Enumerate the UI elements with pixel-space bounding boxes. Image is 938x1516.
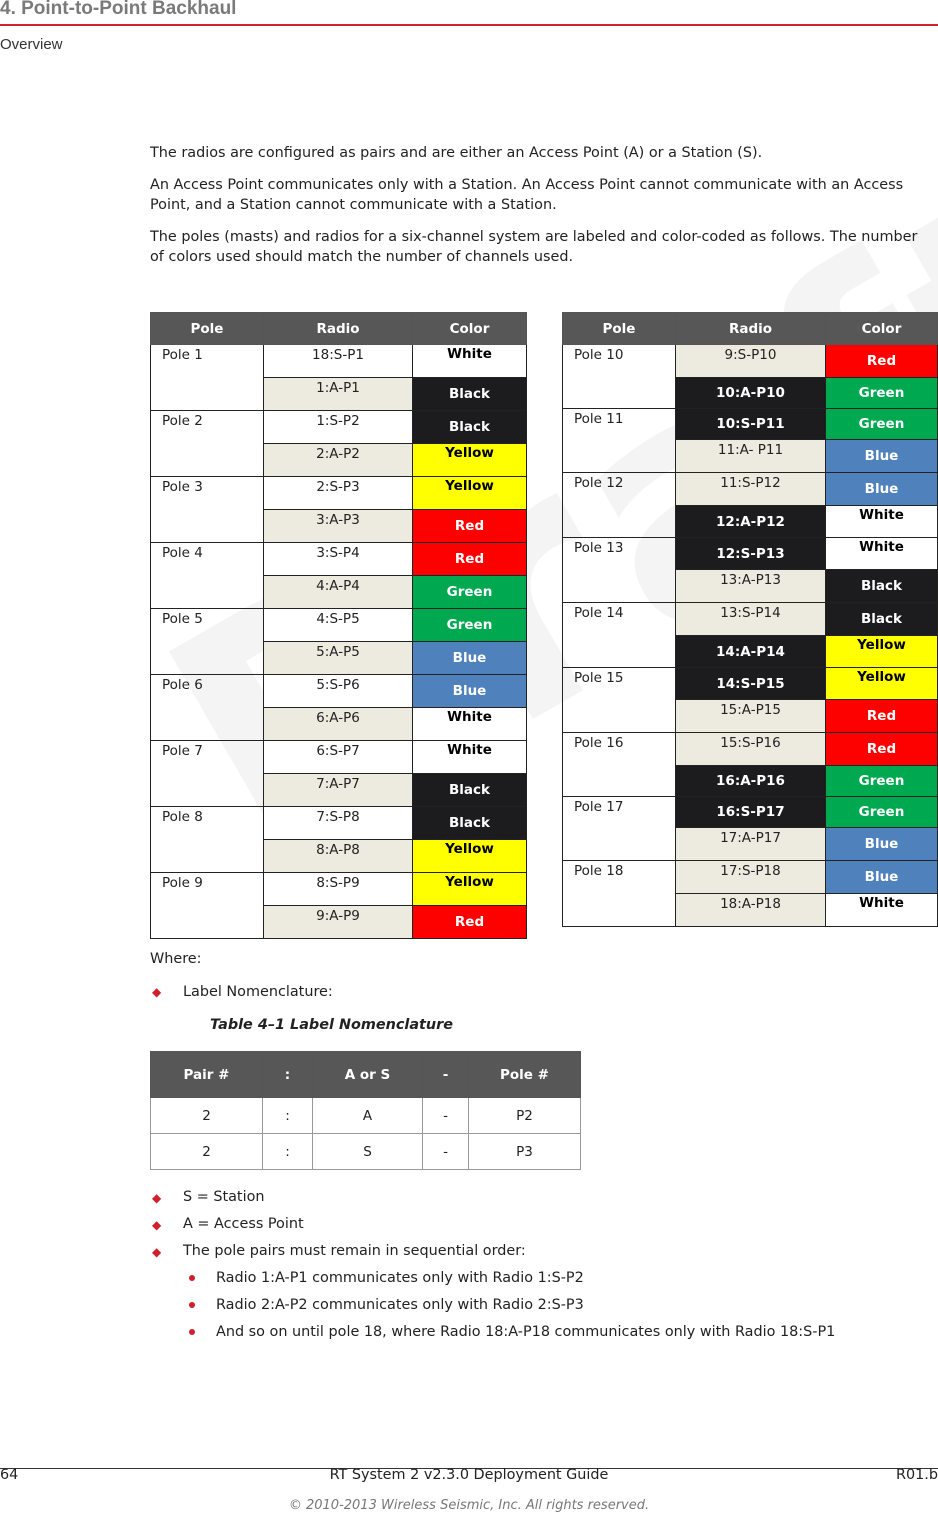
- table-row: [563, 603, 938, 636]
- bullet-access-point: A = Access Point: [183, 1216, 304, 1232]
- diamond-bullet-icon: ◆: [152, 1245, 162, 1259]
- table-cell: A: [313, 1098, 423, 1134]
- column-header-pole: Pole: [563, 313, 676, 345]
- radio-label: 17:S-P18: [676, 861, 826, 894]
- chapter-title: 4. Point-to-Point Backhaul: [0, 0, 237, 19]
- table-row: [563, 861, 938, 894]
- sub-bullet-3: And so on until pole 18, where Radio 18:A-P18 communicates only with Radio 18:S-P1: [216, 1324, 836, 1340]
- diamond-bullet-icon: ◆: [152, 1191, 162, 1205]
- radio-label: 13:A-P13: [676, 570, 826, 603]
- intro-paragraph-2: An Access Point communicates only with a Station. An Access Point cannot communicate with an Access Point, and a Station cannot communicate with a Station.: [150, 177, 904, 213]
- sub-bullet-1: Radio 1:A-P1 communicates only with Radio 1:S-P2: [216, 1270, 584, 1286]
- column-header-color: Color: [413, 313, 527, 345]
- pole-name: Pole 1: [151, 345, 264, 411]
- bullet-sequential-order: The pole pairs must remain in sequential order:: [183, 1243, 526, 1259]
- pole-name: Pole 12: [563, 473, 676, 538]
- radio-label: 15:A-P15: [676, 700, 826, 733]
- radio-label: 9:A-P9: [264, 906, 413, 939]
- pole-name: Pole 7: [151, 741, 264, 807]
- color-swatch: Blue: [826, 473, 938, 506]
- color-swatch: Yellow: [413, 840, 527, 873]
- pole-name: Pole 15: [563, 668, 676, 733]
- radio-label: 12:A-P12: [676, 506, 826, 538]
- color-swatch: Green: [826, 409, 938, 440]
- nomenclature-table: [150, 1051, 581, 1170]
- color-swatch: Black: [826, 603, 938, 636]
- radio-label: 5:A-P5: [264, 642, 413, 675]
- color-swatch: Red: [413, 543, 527, 576]
- color-swatch: Red: [826, 733, 938, 766]
- radio-label: 5:S-P6: [264, 675, 413, 708]
- radio-label: 12:S-P13: [676, 538, 826, 570]
- radio-label: 6:S-P7: [264, 741, 413, 774]
- pole-table-right: [562, 312, 938, 927]
- table-row: [151, 675, 527, 708]
- intro-paragraph-1: The radios are configured as pairs and are either an Access Point (A) or a Station (S).: [150, 145, 763, 161]
- column-header-colon: :: [263, 1052, 313, 1098]
- table-cell: 2: [151, 1134, 263, 1170]
- pole-name: Pole 14: [563, 603, 676, 668]
- pole-name: Pole 10: [563, 345, 676, 409]
- color-swatch: Black: [413, 807, 527, 840]
- table-row: [563, 409, 938, 440]
- color-swatch: Red: [826, 345, 938, 378]
- radio-label: 4:A-P4: [264, 576, 413, 609]
- radio-label: 13:S-P14: [676, 603, 826, 636]
- dot-bullet-icon: [189, 1329, 195, 1335]
- table-row: [563, 538, 938, 570]
- column-header-pair: Pair #: [151, 1052, 263, 1098]
- color-swatch: Black: [413, 411, 527, 444]
- table-row: [151, 741, 527, 774]
- radio-label: 8:A-P8: [264, 840, 413, 873]
- document-title: RT System 2 v2.3.0 Deployment Guide: [329, 1467, 609, 1483]
- radio-label: 10:A-P10: [676, 378, 826, 409]
- column-header-color: Color: [826, 313, 938, 345]
- radio-label: 7:S-P8: [264, 807, 413, 840]
- radio-label: 4:S-P5: [264, 609, 413, 642]
- table-row: [151, 411, 527, 444]
- radio-label: 10:S-P11: [676, 409, 826, 440]
- pole-name: Pole 4: [151, 543, 264, 609]
- dot-bullet-icon: [189, 1275, 195, 1281]
- color-swatch: White: [413, 345, 527, 378]
- color-swatch: White: [826, 538, 938, 570]
- radio-label: 15:S-P16: [676, 733, 826, 766]
- table-row: [151, 477, 527, 510]
- color-swatch: White: [826, 506, 938, 538]
- pole-name: Pole 6: [151, 675, 264, 741]
- bullet-label-nomenclature: Label Nomenclature:: [183, 984, 333, 1000]
- radio-label: 1:S-P2: [264, 411, 413, 444]
- pole-name: Pole 11: [563, 409, 676, 473]
- table-row: [151, 609, 527, 642]
- intro-paragraph-3: The poles (masts) and radios for a six-channel system are labeled and color-coded as follows. The number of colors used should match the number of channels used.: [150, 229, 918, 265]
- pole-name: Pole 8: [151, 807, 264, 873]
- table-cell: P2: [469, 1098, 581, 1134]
- radio-label: 11:A- P11: [676, 440, 826, 473]
- table-row: [563, 733, 938, 766]
- color-swatch: Green: [413, 576, 527, 609]
- color-swatch: Blue: [826, 861, 938, 894]
- pole-name: Pole 17: [563, 797, 676, 861]
- color-swatch: Yellow: [413, 873, 527, 906]
- color-swatch: Green: [413, 609, 527, 642]
- diamond-bullet-icon: ◆: [152, 985, 162, 999]
- table-cell: :: [263, 1098, 313, 1134]
- column-header-radio: Radio: [676, 313, 826, 345]
- table-cell: S: [313, 1134, 423, 1170]
- pole-name: Pole 16: [563, 733, 676, 797]
- column-header-dash: -: [423, 1052, 469, 1098]
- table-row: [563, 473, 938, 506]
- radio-label: 14:S-P15: [676, 668, 826, 700]
- color-swatch: Green: [826, 766, 938, 797]
- radio-label: 18:S-P1: [264, 345, 413, 378]
- table-row: [151, 1098, 581, 1134]
- radio-label: 16:A-P16: [676, 766, 826, 797]
- color-swatch: Blue: [413, 642, 527, 675]
- radio-label: 3:S-P4: [264, 543, 413, 576]
- radio-label: 7:A-P7: [264, 774, 413, 807]
- color-swatch: White: [826, 894, 938, 927]
- color-swatch: Yellow: [826, 668, 938, 700]
- color-swatch: Green: [826, 797, 938, 828]
- radio-label: 3:A-P3: [264, 510, 413, 543]
- column-header-pole-number: Pole #: [469, 1052, 581, 1098]
- color-swatch: Yellow: [413, 477, 527, 510]
- radio-label: 1:A-P1: [264, 378, 413, 411]
- color-swatch: Red: [826, 700, 938, 733]
- copyright: © 2010-2013 Wireless Seismic, Inc. All rights reserved.: [288, 1498, 650, 1513]
- radio-label: 11:S-P12: [676, 473, 826, 506]
- section-title: Overview: [0, 36, 63, 53]
- radio-label: 14:A-P14: [676, 636, 826, 668]
- radio-label: 18:A-P18: [676, 894, 826, 927]
- sub-bullet-2: Radio 2:A-P2 communicates only with Radio 2:S-P3: [216, 1297, 584, 1313]
- table-row: [151, 873, 527, 906]
- pole-name: Pole 18: [563, 861, 676, 927]
- bullet-station: S = Station: [183, 1189, 265, 1205]
- table-row: [151, 345, 527, 378]
- color-swatch: Red: [413, 906, 527, 939]
- color-swatch: White: [413, 741, 527, 774]
- radio-label: 8:S-P9: [264, 873, 413, 906]
- column-header-radio: Radio: [264, 313, 413, 345]
- table-cell: -: [423, 1098, 469, 1134]
- pole-name: Pole 2: [151, 411, 264, 477]
- table-cell: P3: [469, 1134, 581, 1170]
- color-swatch: Blue: [826, 440, 938, 473]
- table-row: [151, 807, 527, 840]
- table-row: [151, 543, 527, 576]
- pole-table-left: [150, 312, 527, 939]
- radio-label: 9:S-P10: [676, 345, 826, 378]
- color-swatch: Blue: [413, 675, 527, 708]
- radio-label: 2:S-P3: [264, 477, 413, 510]
- table-row: [563, 797, 938, 828]
- header-rule: [0, 24, 938, 26]
- color-swatch: Yellow: [413, 444, 527, 477]
- radio-label: 17:A-P17: [676, 828, 826, 861]
- color-swatch: Red: [413, 510, 527, 543]
- radio-label: 2:A-P2: [264, 444, 413, 477]
- color-swatch: Green: [826, 378, 938, 409]
- color-swatch: White: [413, 708, 527, 741]
- radio-label: 16:S-P17: [676, 797, 826, 828]
- pole-name: Pole 3: [151, 477, 264, 543]
- color-swatch: Black: [826, 570, 938, 603]
- pole-name: Pole 9: [151, 873, 264, 939]
- table-caption: Table 4–1 Label Nomenclature: [210, 1017, 454, 1033]
- column-header-a-or-s: A or S: [313, 1052, 423, 1098]
- column-header-pole: Pole: [151, 313, 264, 345]
- table-row: [563, 668, 938, 700]
- color-swatch: Black: [413, 378, 527, 411]
- table-cell: 2: [151, 1098, 263, 1134]
- table-cell: -: [423, 1134, 469, 1170]
- pole-name: Pole 13: [563, 538, 676, 603]
- table-cell: :: [263, 1134, 313, 1170]
- page-number: 64: [0, 1467, 19, 1483]
- pole-name: Pole 5: [151, 609, 264, 675]
- table-row: [563, 345, 938, 378]
- diamond-bullet-icon: ◆: [152, 1218, 162, 1232]
- dot-bullet-icon: [189, 1302, 195, 1308]
- where-label: Where:: [150, 951, 202, 967]
- color-swatch: Black: [413, 774, 527, 807]
- revision: R01.b: [895, 1467, 938, 1483]
- table-row: [151, 1134, 581, 1170]
- color-swatch: Blue: [826, 828, 938, 861]
- color-swatch: Yellow: [826, 636, 938, 668]
- radio-label: 6:A-P6: [264, 708, 413, 741]
